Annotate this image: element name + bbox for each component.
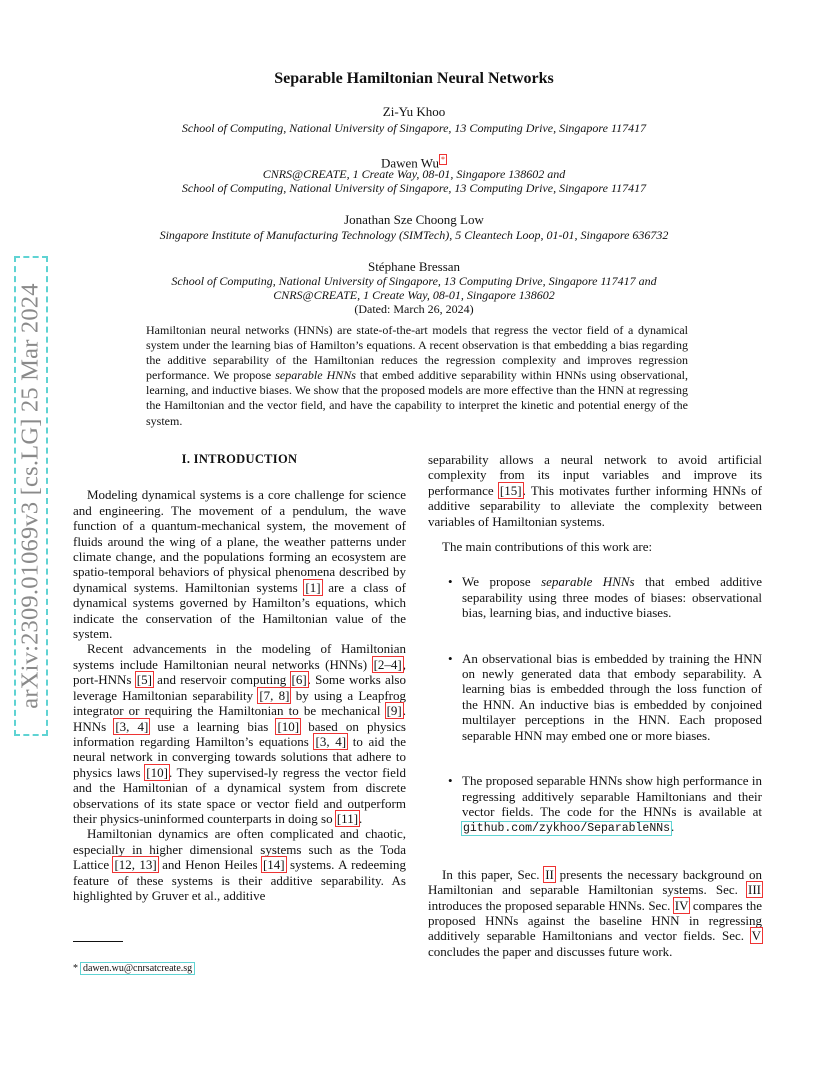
section-ref-link[interactable]: IV — [674, 897, 689, 913]
section-ref-link[interactable]: II — [545, 866, 554, 882]
citation-link[interactable]: [5] — [136, 672, 152, 688]
author-affiliation: Singapore Institute of Manufacturing Technology (SIMTech), 5 Cleantech Loop, 01-01, Singapore 636732 — [159, 228, 669, 242]
citation-link[interactable]: [1] — [305, 579, 321, 595]
list-item: • We propose separable HNNs that embed additive separability using three modes of biases: observational bias, learning bias, and inductive biases. — [428, 574, 762, 620]
citation-link[interactable]: [12, 13] — [114, 857, 157, 873]
section-ref-link[interactable]: III — [748, 882, 761, 898]
citation-link[interactable]: [2–4] — [373, 656, 402, 672]
footnote-link[interactable]: * — [441, 155, 446, 164]
author-affiliation: School of Computing, National University of Singapore, 13 Computing Drive, Singapore 117417 and — [171, 274, 657, 288]
footnote — [73, 963, 194, 974]
abstract — [146, 323, 688, 429]
author-name: Jonathan Sze Choong Low — [344, 212, 484, 227]
arxiv-identifier-text: arXiv:2309.01069v3 [cs.LG] 25 Mar 2024 — [17, 283, 44, 709]
abstract-text: Hamiltonian neural networks (HNNs) are state-of-the-art models that regress the vector field of a dynamical system under the learning bias of Hamilton’s equations. A recent observation is that embedding a bias regarding the additive separability of the Hamiltonian reduces the regression complexity and improves regression performance. We propose — [146, 323, 688, 383]
author-name: Zi-Yu Khoo — [382, 104, 446, 119]
citation-link[interactable]: [11] — [336, 810, 359, 826]
citation-link[interactable]: [14] — [262, 857, 285, 873]
citation-link[interactable]: [15] — [499, 482, 522, 498]
list-item: • An observational bias is embedded by training the HNN on newly generated data that embody separability. A learning bias is embedded through the loss function of the HNN. An inductive bias is embedded by conjoined multilayer perceptions in the HNN. Each proposed separable HNN may embed one or more biases. — [428, 651, 762, 743]
author-affiliation: School of Computing, National University of Singapore, 13 Computing Drive, Singapore 117417 — [181, 121, 647, 135]
author-name: Stéphane Bressan — [367, 259, 461, 274]
abstract-text: that embed additive separability within HNNs using observational, learning, and inductive biases. We show that the proposed models are more effective than the HNN at regressing the Hamiltonian and the vector field, and have the capability to interpret the kinetic and potential energy of the system. — [146, 368, 689, 428]
left-column — [73, 452, 406, 903]
abstract-emphasis: separable HNNs — [275, 368, 356, 383]
citation-link[interactable]: [3, 4] — [315, 733, 347, 749]
footnote-divider — [73, 941, 123, 942]
paper-title: Separable Hamiltonian Neural Networks — [274, 70, 554, 87]
section-heading: I. INTRODUCTION — [181, 452, 298, 466]
author-affiliation: CNRS@CREATE, 1 Create Way, 08-01, Singapore 138602 and — [262, 167, 566, 181]
citation-link[interactable]: [6] — [291, 672, 307, 688]
list-item: • The proposed separable HNNs show high performance in regressing additively separable Hamiltonians and their vector fields. The code for the HNNs is available at github.com/zykhoo/SeparableNNs. — [428, 773, 762, 837]
footnote-mark: * — [73, 963, 78, 974]
right-column — [428, 452, 762, 959]
author-affiliation: CNRS@CREATE, 1 Create Way, 08-01, Singapore 138602 — [273, 288, 555, 302]
arxiv-identifier-stamp[interactable] — [14, 256, 48, 736]
author-name: Dawen Wu — [380, 155, 440, 171]
citation-link[interactable]: [9] — [386, 703, 402, 719]
citation-link[interactable]: [3, 4] — [115, 718, 149, 734]
dated-line: (Dated: March 26, 2024) — [354, 302, 474, 316]
intro-paragraph: Recent advancements in the modeling of Hamiltonian systems include Hamiltonian neural networks (HNNs) [2–4], port-HNNs [5] and reservoir computing [6]. Some works also leverage Hamiltonian separability [7, 8] by using a Leapfrog integrator or requiring the Hamiltonian to be mechanical [9]. HNNs [3, 4] use a learning bias [10] based on physics information regarding Hamilton’s equations [3, 4] to aid the neural network in converging towards solutions that adhere to physics laws [10]. They supervised-ly regress the vector field and the Hamiltonian of a dynamical system from discrete observations of its state space or vector field and outperform their physics-uninformed counterparts in doing so [11]. — [73, 641, 406, 826]
body-paragraph: separability allows a neural network to avoid artificial complexity from its input variables and improve its performance [15]. This motivates further informing HNNs of additive separability to alleviate the complexity between variables of Hamiltonian systems. — [428, 452, 762, 529]
section-ref-link[interactable]: V — [751, 928, 761, 944]
intro-paragraph: Hamiltonian dynamics are often complicated and chaotic, especially in higher dimensional systems such as the Toda Lattice [12, 13] and Henon Heiles [14] systems. A redeeming feature of these systems is their additive separability. As highlighted by Gruver et al., additive — [73, 826, 406, 903]
citation-link[interactable]: [10] — [146, 764, 168, 780]
email-link[interactable]: dawen.wu@cnrsatcreate.sg — [83, 963, 193, 974]
github-link[interactable]: github.com/zykhoo/SeparableNNs — [463, 822, 671, 836]
citation-link[interactable]: [10] — [277, 718, 300, 734]
body-paragraph: The main contributions of this work are: — [442, 539, 653, 555]
author-affiliation: School of Computing, National University of Singapore, 13 Computing Drive, Singapore 117417 — [181, 181, 647, 195]
citation-link[interactable]: [7, 8] — [259, 687, 290, 703]
intro-paragraph: Modeling dynamical systems is a core challenge for science and engineering. The movement of a pendulum, the wave function of a quantum-mechanical system, the movement of fluids around the wing of a plane, the weather patterns under climate change, and the populations forming an ecosystem are spatio-temporal behaviors of physical phenomena described by dynamical systems. Hamiltonian systems [1] are a class of dynamical systems governed by Hamilton’s equations, which indicate the conservation of the Hamiltonian value of the system. — [73, 487, 406, 642]
contributions-list — [428, 574, 762, 836]
body-paragraph: In this paper, Sec. II presents the necessary background on Hamiltonian and separable Hamiltonian systems. Sec. III introduces the proposed separable HNNs. Sec. IV compares the proposed HNNs against the baseline HNN in regressing additively separable Hamiltonians and vector fields. Sec. V concludes the paper and discusses future work. — [428, 866, 762, 959]
